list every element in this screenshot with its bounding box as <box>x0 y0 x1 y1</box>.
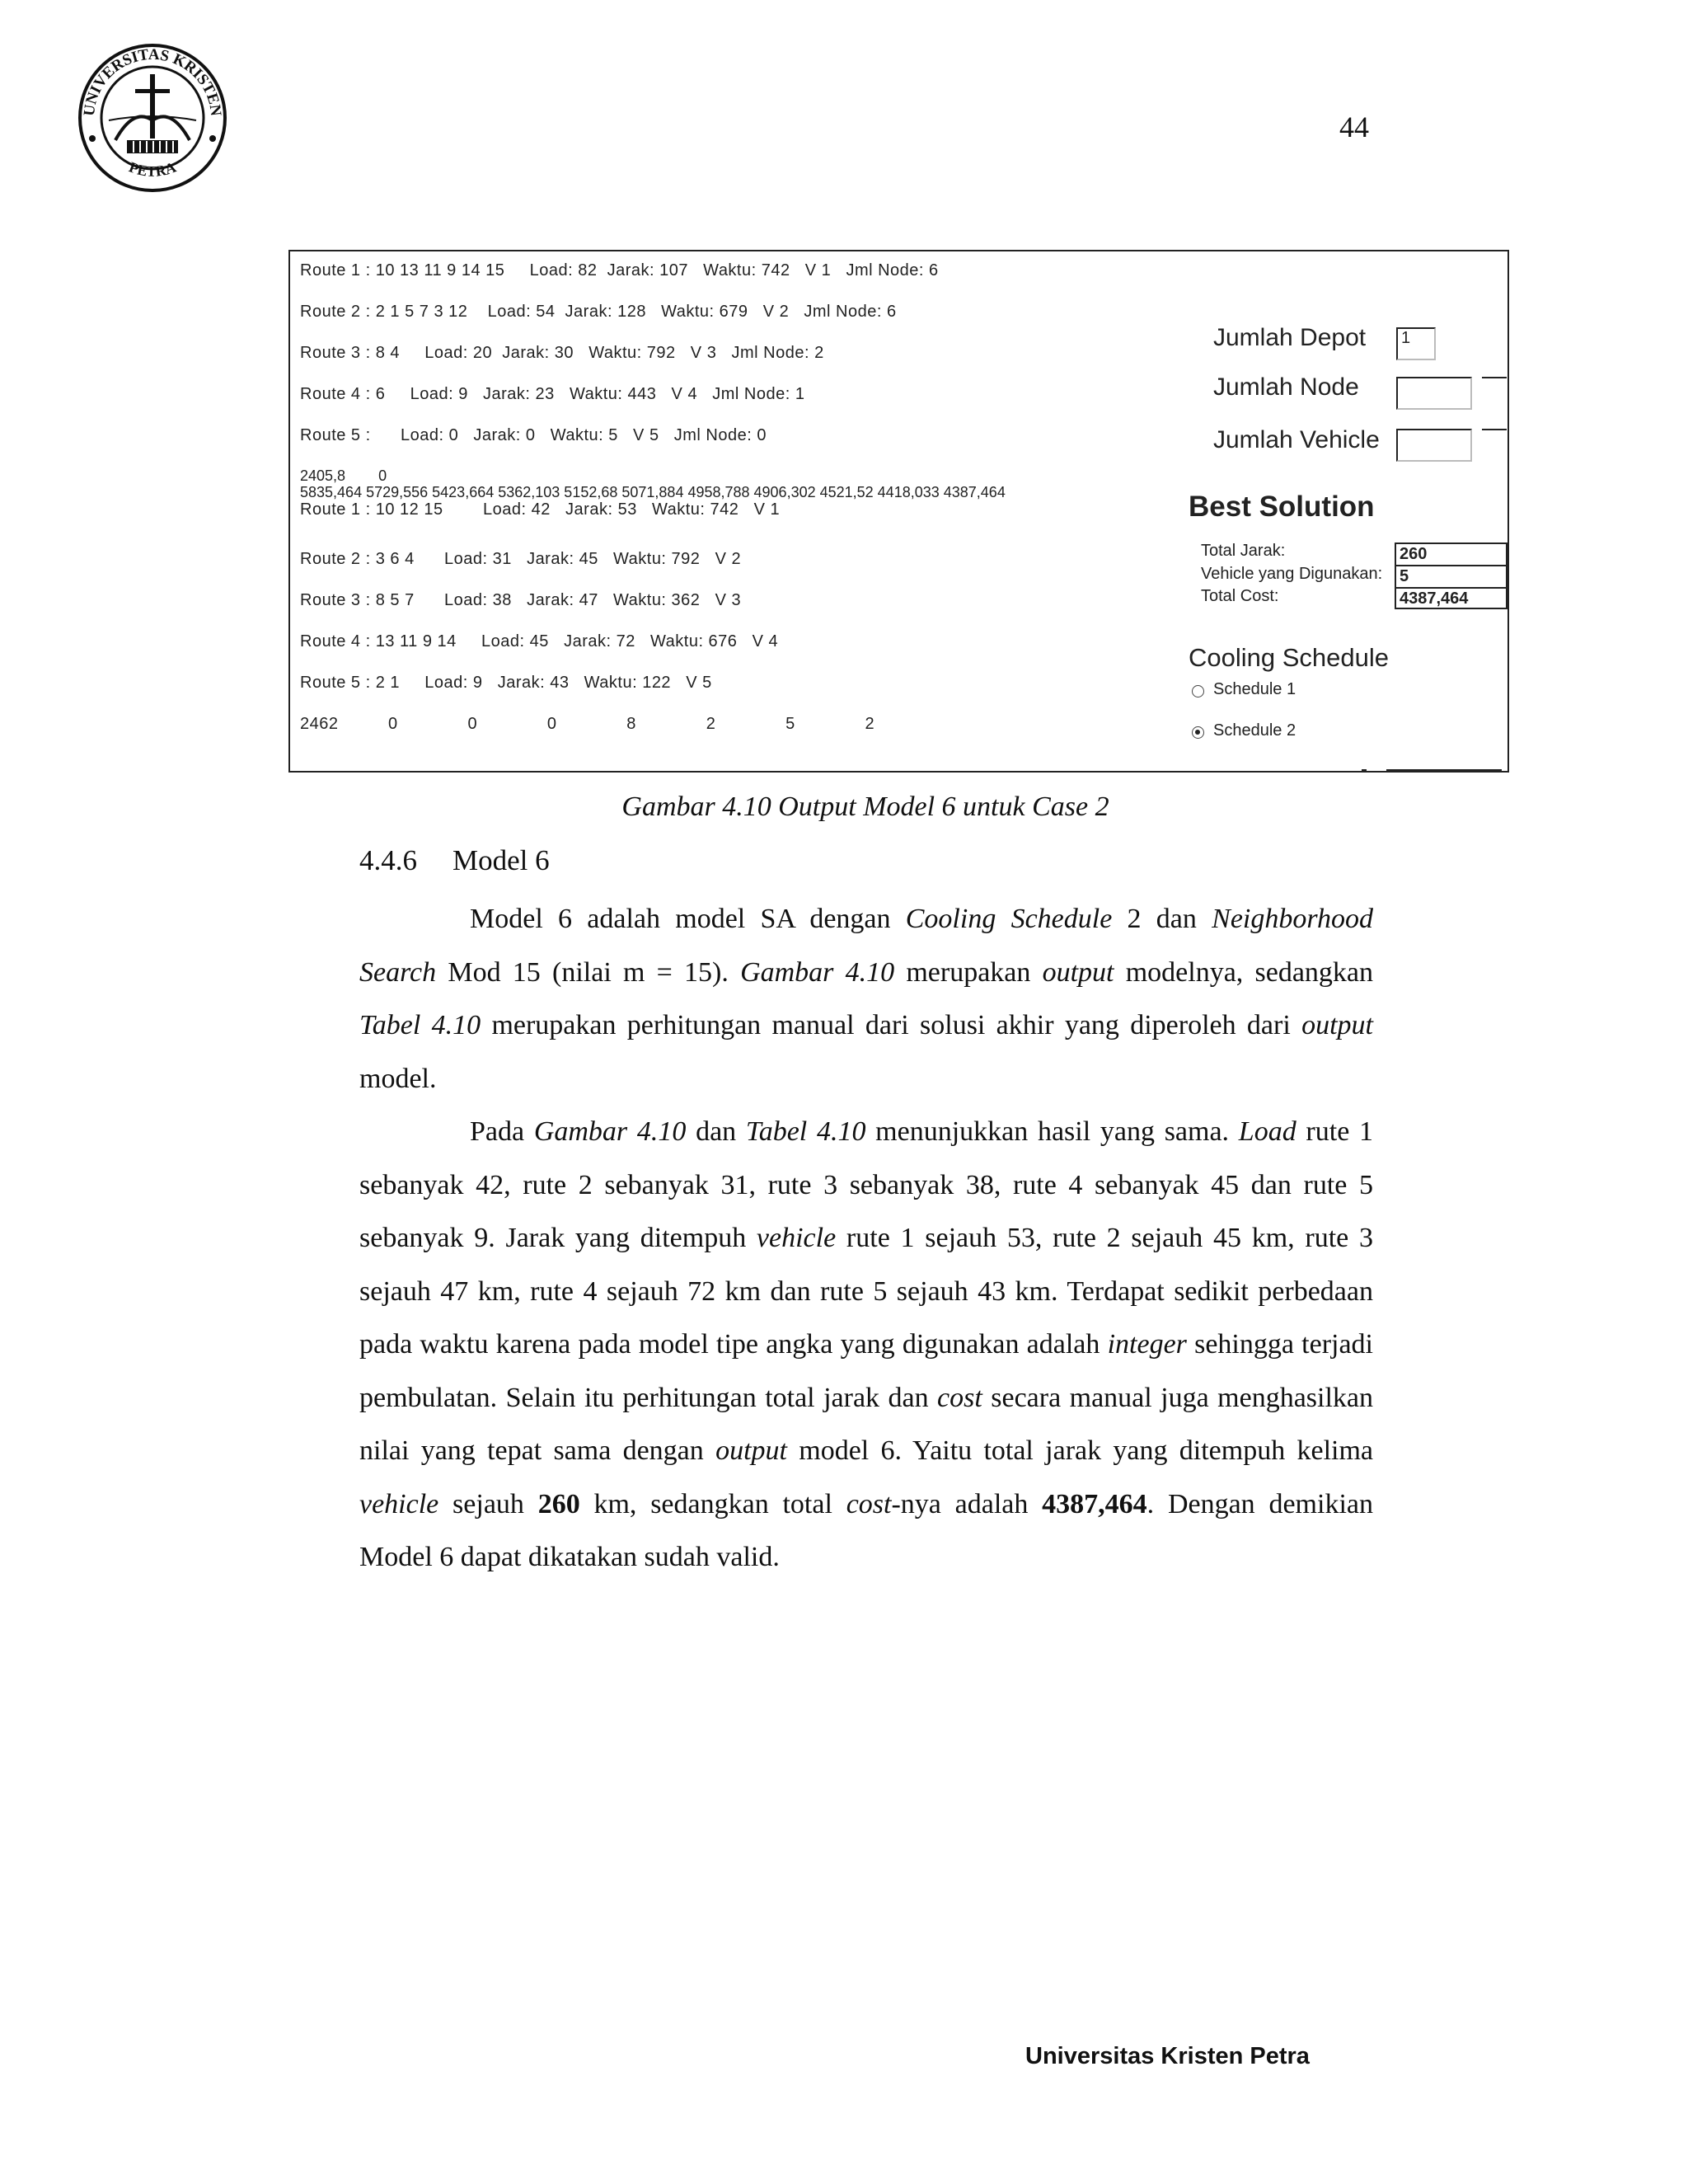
section-number: 4.4.6 <box>359 844 417 876</box>
output-line: Route 4 : 6 Load: 9 Jarak: 23 Waktu: 443 V 4 Jml Node: 1 <box>300 385 805 403</box>
button-edge <box>1386 769 1502 771</box>
output-line: Route 5 : Load: 0 Jarak: 0 Waktu: 5 V 5 Jml Node: 0 <box>300 426 767 444</box>
jumlah-node-field[interactable] <box>1396 377 1472 410</box>
schedule-2-radio[interactable] <box>1192 726 1204 739</box>
schedule-2-label: Schedule 2 <box>1213 721 1296 740</box>
jumlah-vehicle-field[interactable] <box>1396 429 1472 462</box>
schedule-1-radio[interactable] <box>1192 685 1204 697</box>
section-title: Model 6 <box>452 844 550 876</box>
output-line: Route 2 : 3 6 4 Load: 31 Jarak: 45 Waktu: 792 V 2 <box>300 550 742 568</box>
vehicle-used-label: Vehicle yang Digunakan: <box>1201 565 1383 583</box>
output-line: Route 2 : 2 1 5 7 3 12 Load: 54 Jarak: 128 Waktu: 679 V 2 Jml Node: 6 <box>300 303 897 321</box>
cooling-schedule-title: Cooling Schedule <box>1189 643 1390 672</box>
total-cost-label: Total Cost: <box>1201 587 1279 605</box>
jumlah-depot-field[interactable]: 1 <box>1396 327 1436 360</box>
footer: Universitas Kristen Petra <box>1025 2043 1310 2069</box>
figure-caption: Gambar 4.10 Output Model 6 untuk Case 2 <box>621 791 1109 822</box>
output-line: Route 3 : 8 4 Load: 20 Jarak: 30 Waktu: 792 V 3 Jml Node: 2 <box>300 344 824 362</box>
output-line: Route 1 : 10 13 11 9 14 15 Load: 82 Jarak: 107 Waktu: 742 V 1 Jml Node: 6 <box>300 261 939 279</box>
total-jarak-label: Total Jarak: <box>1201 542 1286 560</box>
paragraph: Model 6 adalah model SA dengan Cooling Schedule 2 dan Neighborhood Search Mod 15 (nilai m = 15). Gambar 4.10 merupakan output modelnya, sedangkan Tabel 4.10 merupakan perhitungan manual dari solusi akhir yang diperoleh dari output model. <box>359 904 1374 1094</box>
svg-text:PETRA <box>127 158 178 179</box>
cost-history-line: 5835,464 5729,556 5423,664 5362,103 5152,68 5071,884 4958,788 4906,302 4521,52 4418,033 4387,464 <box>300 484 1006 500</box>
university-logo <box>76 41 229 195</box>
schedule-1-label: Schedule 1 <box>1213 680 1296 698</box>
logo-text-top: UNIVERSITAS KRISTEN <box>80 45 225 117</box>
output-line: Route 1 : 10 12 15 Load: 42 Jarak: 53 Waktu: 742 V 1 <box>300 500 781 519</box>
body-text <box>359 893 1373 1585</box>
button-edge <box>1362 769 1367 771</box>
jumlah-node-label: Jumlah Node <box>1213 373 1359 401</box>
jumlah-vehicle-label: Jumlah Vehicle <box>1213 426 1380 453</box>
logo-text-bottom: PETRA <box>126 158 179 180</box>
total-cost-value: 4387,464 <box>1395 587 1507 609</box>
paragraph: Pada Gambar 4.10 dan Tabel 4.10 menunjukkan hasil yang sama. Load rute 1 sebanyak 42, rute 2 sebanyak 31, rute 3 sebanyak 38, rute 4 sebanyak 45 dan rute 5 sebanyak 9. Jarak yang ditempuh vehicle rute 1 sejauh 53, rute 2 sejauh 45 km, rute 3 sejauh 47 km, rute 4 sejauh 72 km dan rute 5 sejauh 43 km. Terdapat sedikit perbedaan pada waktu karena pada model tipe angka yang digunakan adalah integer sehingga terjadi pembulatan. Selain itu perhitungan total jarak dan cost secara manual juga menghasilkan nilai yang tepat sama dengan output model 6. Yaitu total jarak yang ditempuh kelima vehicle sejauh 260 km, sedangkan total cost-nya adalah 4387,464. Dengan demikian Model 6 dapat dikatakan sudah valid. <box>359 1116 1374 1572</box>
output-final-row: 2462 0 0 0 8 2 5 2 <box>300 715 875 733</box>
output-line: Route 5 : 2 1 Load: 9 Jarak: 43 Waktu: 122 V 5 <box>300 674 712 692</box>
model-output-screenshot <box>288 250 1509 773</box>
total-jarak-value: 260 <box>1395 542 1507 565</box>
page-number: 44 <box>1339 110 1369 143</box>
field-edge <box>1482 429 1507 430</box>
jumlah-depot-label: Jumlah Depot <box>1213 324 1367 351</box>
best-solution-title: Best Solution <box>1189 491 1375 523</box>
cost-line: 2405,8 0 <box>300 467 387 484</box>
output-line: Route 3 : 8 5 7 Load: 38 Jarak: 47 Waktu: 362 V 3 <box>300 591 742 609</box>
field-edge <box>1482 377 1507 378</box>
section-heading <box>359 844 550 877</box>
output-line: Route 4 : 13 11 9 14 Load: 45 Jarak: 72 Waktu: 676 V 4 <box>300 632 779 651</box>
vehicle-used-value: 5 <box>1395 565 1507 587</box>
